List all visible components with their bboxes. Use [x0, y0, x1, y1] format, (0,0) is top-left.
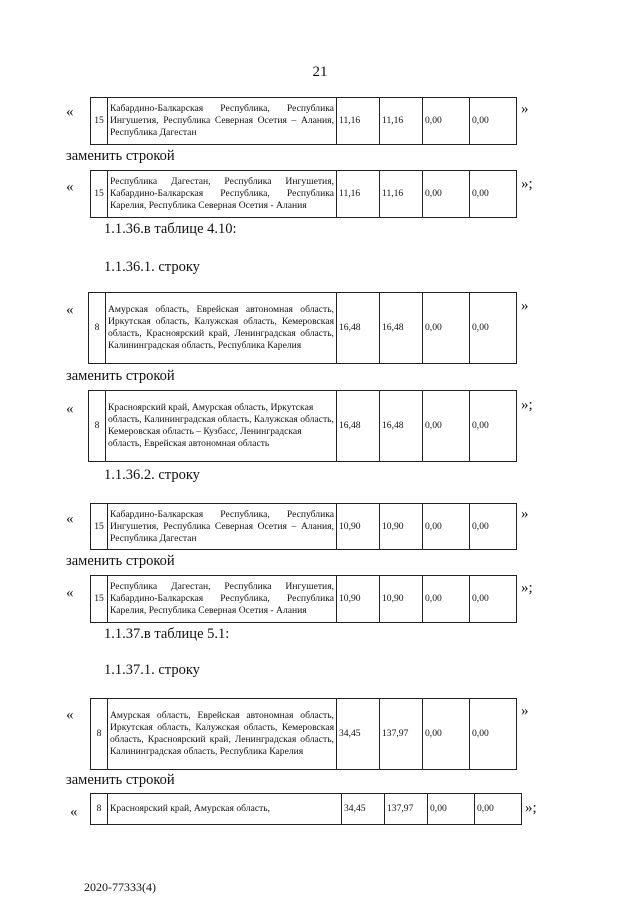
row-number: 8: [89, 391, 106, 462]
value-1: 10,90: [337, 504, 380, 550]
region-list: Республика Дагестан, Республика Ингушетия, Кабардино-Балкарская Республика, Республика Карелия, Республика Северная Осетия - Алания: [108, 171, 337, 218]
table-row: [90, 503, 517, 550]
value-2: 137,97: [380, 699, 423, 770]
table-row: [90, 698, 517, 770]
value-4: 0,00: [470, 293, 517, 364]
section-heading: 1.1.36.1. строку: [104, 259, 200, 275]
value-1: 34,45: [337, 699, 380, 770]
value-2: 11,16: [380, 98, 423, 145]
row-number: 8: [91, 699, 108, 770]
table-row: [88, 390, 517, 462]
replace-label: заменить строкой: [66, 772, 175, 788]
section-heading: 1.1.37.в таблице 5.1:: [104, 626, 230, 642]
section-heading: 1.1.37.1. строку: [104, 662, 200, 678]
replace-label: заменить строкой: [66, 148, 175, 164]
value-4: 0,00: [470, 576, 517, 623]
row-number: 15: [91, 504, 108, 550]
close-quote: »: [521, 703, 529, 719]
open-quote: «: [70, 804, 78, 820]
open-quote: «: [66, 104, 74, 120]
value-3: 0,00: [423, 699, 470, 770]
table-row: [90, 97, 517, 145]
value-2: 10,90: [380, 576, 423, 623]
document-number: 2020-77333(4): [84, 880, 156, 894]
replace-label: заменить строкой: [66, 368, 175, 384]
close-quote: »;: [521, 580, 533, 596]
open-quote: «: [66, 707, 74, 723]
region-list: Красноярский край, Амурская область, Иркутская область, Калининградская область, Калужская область, Кемеровская область – Кузбасс, Ленинградская область, Еврейская автономная область: [106, 391, 337, 462]
value-4: 0,00: [470, 391, 517, 462]
open-quote: «: [66, 302, 74, 318]
value-3: 0,00: [423, 504, 470, 550]
value-2: 16,48: [380, 293, 423, 364]
value-1: 16,48: [337, 391, 380, 462]
value-4: 0,00: [470, 504, 517, 550]
value-1: 34,45: [342, 794, 385, 825]
close-quote: »;: [521, 397, 533, 413]
row-number: 8: [89, 293, 106, 364]
value-1: 16,48: [337, 293, 380, 364]
value-2: 16,48: [380, 391, 423, 462]
close-quote: »;: [521, 176, 533, 192]
open-quote: «: [66, 585, 74, 601]
close-quote: »: [521, 506, 529, 522]
value-2: 11,16: [380, 171, 423, 218]
value-2: 10,90: [380, 504, 423, 550]
value-1: 11,16: [337, 98, 380, 145]
close-quote: »: [521, 298, 529, 314]
value-2: 137,97: [385, 794, 428, 825]
value-1: 11,16: [337, 171, 380, 218]
row-number: 8: [91, 794, 108, 825]
open-quote: «: [66, 511, 74, 527]
value-4: 0,00: [470, 171, 517, 218]
row-number: 15: [91, 576, 108, 623]
section-heading: 1.1.36.2. строку: [104, 467, 200, 483]
section-heading: 1.1.36.в таблице 4.10:: [104, 221, 237, 237]
region-list: Амурская область, Еврейская автономная область, Иркутская область, Калужская область, Кемеровская область, Красноярский край, Ленинградская область, Калининградская область, Республика Карелия: [106, 293, 337, 364]
table-row: [90, 575, 517, 623]
page-number: 21: [312, 64, 328, 80]
row-number: 15: [91, 171, 108, 218]
value-4: 0,00: [475, 794, 522, 825]
region-list: Республика Дагестан, Республика Ингушетия, Кабардино-Балкарская Республика, Республика Карелия, Республика Северная Осетия - Алания: [108, 576, 337, 623]
value-4: 0,00: [470, 699, 517, 770]
region-list: Кабардино-Балкарская Республика, Республика Ингушетия, Республика Северная Осетия – Алания, Республика Дагестан: [108, 98, 337, 145]
region-list: Красноярский край, Амурская область,: [108, 794, 342, 825]
value-3: 0,00: [423, 576, 470, 623]
close-quote: »;: [525, 800, 537, 816]
region-list: Амурская область, Еврейская автономная область, Иркутская область, Калужская область, Кемеровская область, Красноярский край, Ленинградская область, Калининградская область, Республика Карелия: [108, 699, 337, 770]
value-3: 0,00: [428, 794, 475, 825]
value-3: 0,00: [423, 293, 470, 364]
value-3: 0,00: [423, 171, 470, 218]
value-4: 0,00: [470, 98, 517, 145]
replace-label: заменить строкой: [66, 553, 175, 569]
region-list: Кабардино-Балкарская Республика, Республика Ингушетия, Республика Северная Осетия – Алания, Республика Дагестан: [108, 504, 337, 550]
table-row: [90, 793, 522, 825]
close-quote: »: [521, 101, 529, 117]
open-quote: «: [66, 179, 74, 195]
table-row: [88, 292, 517, 364]
table-row: [90, 170, 517, 218]
open-quote: «: [66, 401, 74, 417]
value-3: 0,00: [423, 98, 470, 145]
value-1: 10,90: [337, 576, 380, 623]
value-3: 0,00: [423, 391, 470, 462]
row-number: 15: [91, 98, 108, 145]
